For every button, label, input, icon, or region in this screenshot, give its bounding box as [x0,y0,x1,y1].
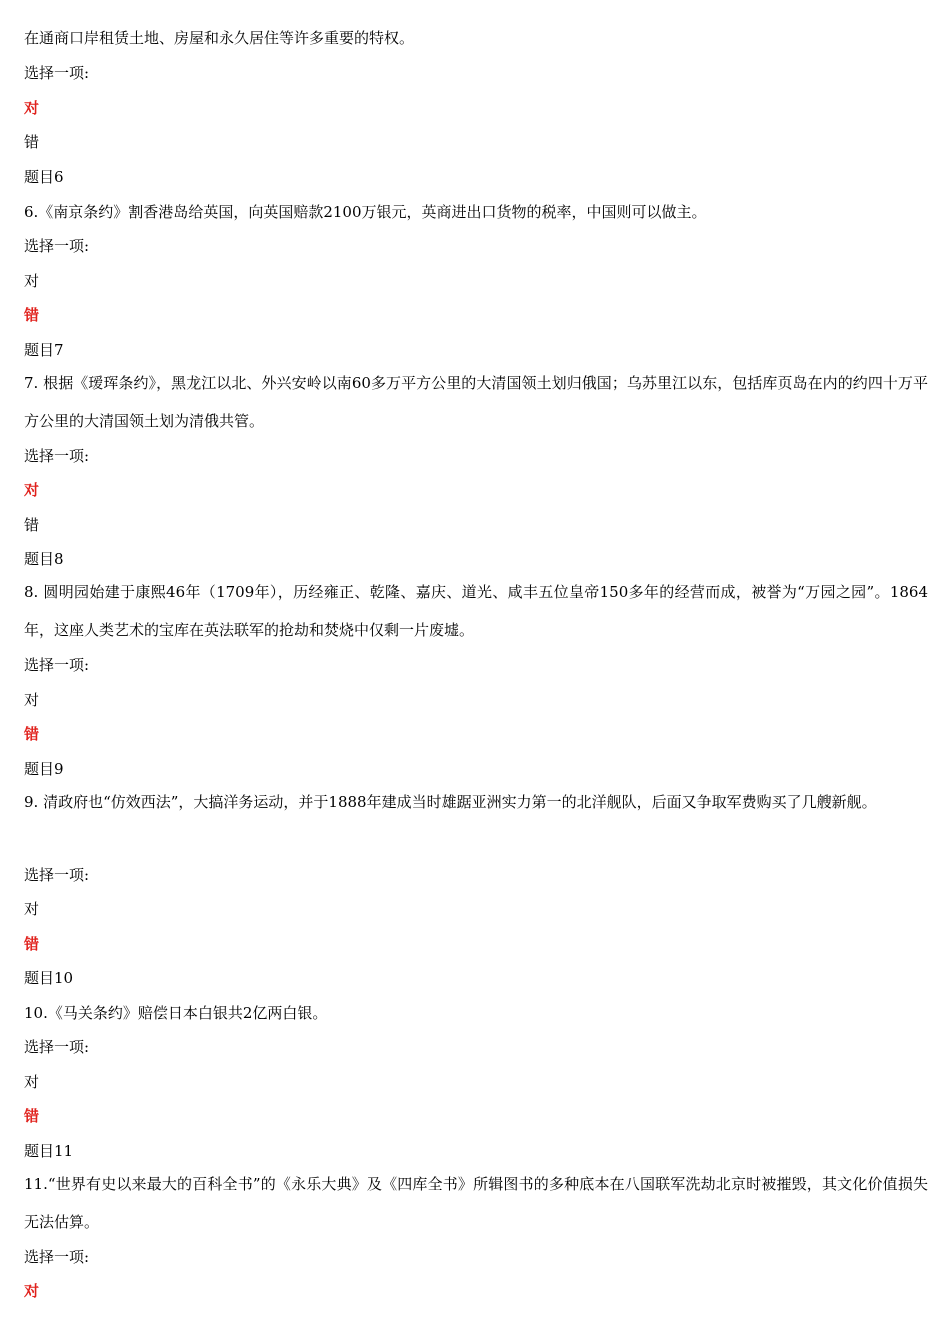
choose-label: 选择一项: [24,1038,90,1056]
question-text: 10.《马关条约》赔偿日本白银共2亿两白银。 [24,1004,328,1022]
option-true[interactable]: 对 [24,691,40,709]
question-text: 9. 清政府也“仿效西法”，大搞洋务运动，并于1888年建成当时雄踞亚洲实力第一的北洋舰队，后面又争取军费购买了几艘新舰。 [24,793,877,811]
question-heading: 题目6 [24,168,64,186]
choose-label: 选择一项: [24,866,90,884]
question-text: 7. 根据《瑷珲条约》，黑龙江以北、外兴安岭以南60多万平方公里的大清国领土划归俄国；乌苏里江以东，包括库页岛在内的约四十万平方公里的大清国领土划为清俄共管。 [24,374,928,430]
intro-line: 在通商口岸租赁土地、房屋和永久居住等许多重要的特权。 [24,29,415,47]
option-false[interactable]: 错 [24,516,40,534]
option-false[interactable]: 错 [24,1107,40,1125]
choose-label: 选择一项: [24,1248,90,1266]
option-false[interactable]: 错 [24,935,40,953]
question-heading: 题目10 [24,969,74,987]
option-true[interactable]: 对 [24,1073,40,1091]
question-heading: 题目7 [24,341,64,359]
choose-label: 选择一项: [24,656,90,674]
question-heading: 题目8 [24,550,64,568]
option-false[interactable]: 错 [24,306,40,324]
option-true[interactable]: 对 [24,900,40,918]
option-true[interactable]: 对 [24,481,40,499]
option-false[interactable]: 错 [24,133,40,151]
choose-label: 选择一项: [24,447,90,465]
option-false[interactable]: 错 [24,725,40,743]
option-true[interactable]: 对 [24,99,40,117]
question-text: 6.《南京条约》割香港岛给英国，向英国赔款2100万银元，英商进出口货物的税率，中国则可以做主。 [24,203,707,221]
question-text: 8. 圆明园始建于康熙46年（1709年），历经雍正、乾隆、嘉庆、道光、咸丰五位皇帝150多年的经营而成，被誉为“万园之园”。1864年，这座人类艺术的宝库在英法联军的抢劫和焚烧中仅剩一片废墟。 [24,583,928,639]
option-true[interactable]: 对 [24,1282,40,1300]
question-heading: 题目9 [24,760,64,778]
choose-label: 选择一项: [24,64,90,82]
question-heading: 题目11 [24,1142,74,1160]
question-text: 11.“世界有史以来最大的百科全书”的《永乐大典》及《四库全书》所辑图书的多种底本在八国联军洗劫北京时被摧毁，其文化价值损失无法估算。 [24,1175,928,1231]
option-true[interactable]: 对 [24,272,40,290]
choose-label: 选择一项: [24,237,90,255]
